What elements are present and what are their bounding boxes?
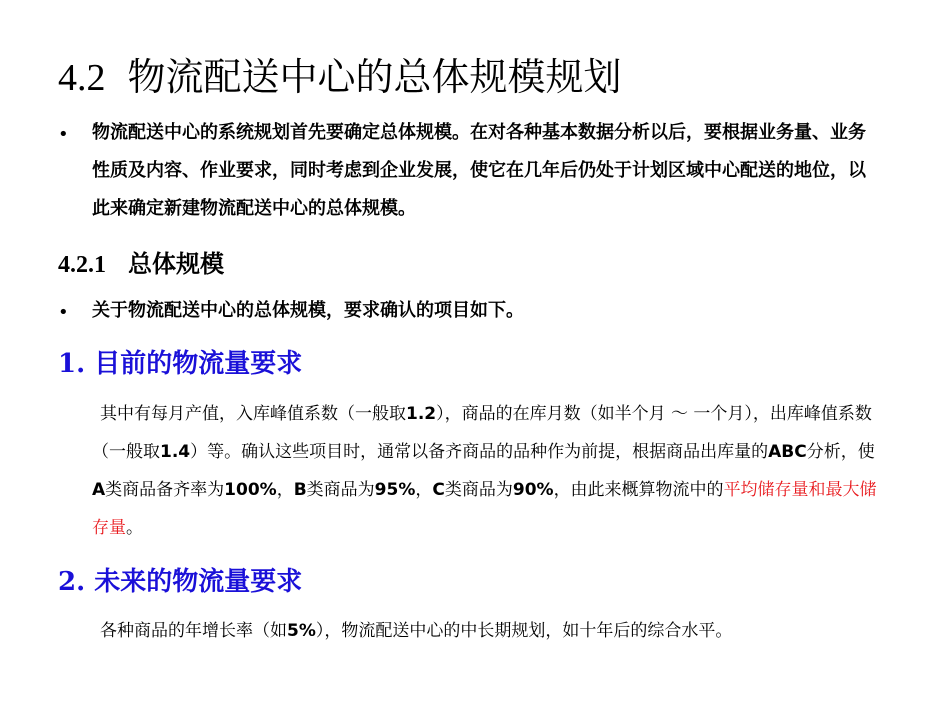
intro-paragraph: 物流配送中心的系统规划首先要确定总体规模。在对各种基本数据分析以后，要根据业务量、业务性质及内容、作业要求，同时考虑到企业发展，使它在几年后仍处于计划区域中心配送的地位，以此来确定新建物流配送中心的总体规模。 (92, 122, 866, 219)
item2-heading: 2. 未来的物流量要求 (58, 567, 303, 597)
title-number: 4.2 (58, 57, 106, 99)
title-text: 物流配送中心的总体规模规划 (127, 55, 622, 99)
page-title (58, 52, 622, 103)
section-intro-paragraph: 关于物流配送中心的总体规模，要求确认的项目如下。 (92, 300, 524, 321)
bullet-marker: • (58, 302, 69, 323)
section-number: 4.2.1 (58, 252, 106, 278)
item2-paragraph: 各种商品的年增长率（如5%），物流配送中心的中长期规划，如十年后的综合水平。 (100, 621, 733, 641)
highlight-text: 平均储存量和最大储存量 (92, 480, 877, 538)
section-title: 总体规模 (128, 250, 224, 278)
item1-paragraph: 其中有每月产值，入库峰值系数（一般取1.2），商品的在库月数（如半个月 ～ 一个月），出库峰值系数（一般取1.4）等。确认这些项目时，通常以备齐商品的品种作为前提，根据商品出库量的ABC分析，使A类商品备齐率为100%，B类商品为95%，C类商品为90%，由此来概算物流中的平均储存量和最大储存量。 (92, 404, 877, 538)
item1-heading: 1. 目前的物流量要求 (58, 349, 303, 379)
section-heading (58, 244, 224, 285)
bullet-marker: • (58, 124, 69, 145)
